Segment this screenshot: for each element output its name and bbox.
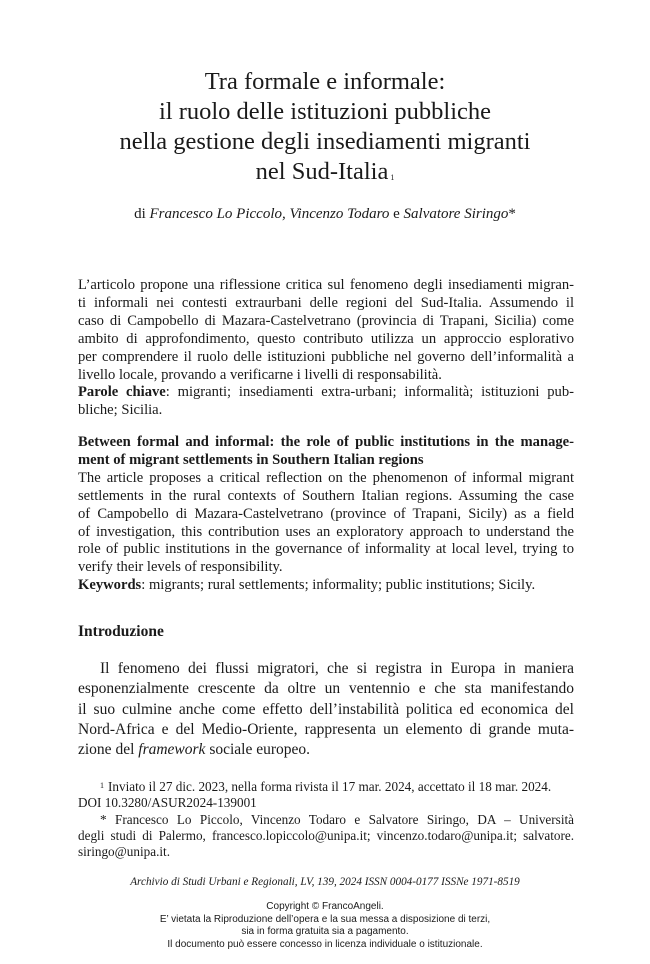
copyright-notice bbox=[0, 901, 650, 952]
abstract-line: per comprendere il ruolo delle istituzioni pubbliche nel governo dell’informalità a bbox=[78, 348, 574, 365]
author-name: Francesco Lo Piccolo, bbox=[149, 206, 286, 222]
abstract-line: ambito di approfondimento, questo contributo utilizza un approccio esplorativo bbox=[78, 330, 574, 347]
english-title: Between formal and informal: the role of public institutions in the manage- bbox=[78, 434, 574, 450]
paragraph-line: esponenzialmente crescente da oltre un ventennio e che sta manifestando bbox=[78, 680, 574, 698]
author-name: Salvatore Siringo bbox=[403, 206, 509, 222]
paragraph-text: zione del bbox=[78, 741, 139, 759]
abstract-line: of investigation, this contribution uses an exploratory approach to understand the bbox=[78, 523, 574, 540]
keywords-label: Parole chiave bbox=[78, 384, 166, 401]
author-byline bbox=[80, 205, 570, 223]
title-line: il ruolo delle istituzioni pubbliche bbox=[158, 98, 492, 125]
intro-paragraph bbox=[78, 659, 574, 760]
keywords-text: : migrants; rural settlements; informality; public institutions; Sicily. bbox=[141, 577, 536, 594]
keywords-text: : migranti; insediamenti extra-urbani; informalità; istituzioni pub- bbox=[165, 384, 574, 401]
footnote-2: * Francesco Lo Piccolo, Vincenzo Todaro e Salvatore Siringo, DA – Università bbox=[100, 811, 574, 827]
italic-term: framework bbox=[138, 741, 206, 759]
abstract-line: livello locale, provando a verificarne i livelli di responsabilità. bbox=[78, 366, 442, 383]
english-title: ment of migrant settlements in Southern Italian regions bbox=[78, 451, 424, 468]
title-line: Tra formale e informale: bbox=[204, 68, 446, 95]
footnote-text: Inviato il 27 dic. 2023, nella forma rivista il 17 mar. 2024, accettato il 18 mar. 2024. bbox=[108, 779, 552, 794]
author-name: Vincenzo Todaro bbox=[289, 206, 390, 222]
abstract-line: ti informali nei contesti extraurbani delle regioni del Sud-Italia. Assumendo il bbox=[78, 294, 574, 311]
copyright-line: E’ vietata la Riproduzione dell’opera e la sua messa a disposizione di terzi, bbox=[159, 913, 491, 925]
byline-conjunction: e bbox=[393, 206, 400, 222]
paragraph-line: Il fenomeno dei flussi migratori, che si registra in Europa in maniera bbox=[100, 660, 574, 677]
author-footnote-mark: * bbox=[508, 206, 516, 222]
doi-text: DOI 10.3280/ASUR2024-139001 bbox=[78, 795, 257, 811]
paragraph-line: Nord-Africa e del Medio-Oriente, rappresenta un elemento di grande muta- bbox=[78, 720, 574, 738]
paragraph-line bbox=[78, 740, 574, 760]
copyright-line: Copyright © FrancoAngeli. bbox=[266, 901, 384, 912]
abstract-italian bbox=[78, 277, 574, 420]
footnotes bbox=[78, 779, 574, 860]
footnote-2-line: degli studi di Palermo, francesco.lopiccolo@unipa.it; vincenzo.todaro@unipa.it; salvatore. bbox=[78, 827, 574, 843]
abstract-english bbox=[78, 434, 574, 595]
abstract-line: settlements in the rural contexts of Southern Italian regions. Assuming the case bbox=[78, 487, 574, 504]
footnote-2-line: siringo@unipa.it. bbox=[78, 844, 170, 860]
keywords-label: Keywords bbox=[78, 577, 142, 594]
keywords-line bbox=[78, 384, 574, 402]
footnote-number: 1 bbox=[100, 781, 104, 790]
paragraph-line: il suo culmine anche come effetto dell’instabilità politica ed economica del bbox=[78, 700, 574, 718]
byline-prefix: di bbox=[134, 206, 146, 222]
journal-citation: Archivio di Studi Urbani e Regionali, LV, 139, 2024 ISSN 0004-0177 ISSNe 1971-8519 bbox=[130, 876, 520, 888]
abstract-line: role of public institutions in the governance of informality at local level, trying to bbox=[78, 541, 574, 558]
keywords-line bbox=[78, 577, 574, 595]
title-footnote-mark: 1 bbox=[390, 173, 395, 182]
abstract-line: of Campobello di Mazara-Castelvetrano (province of Trapani, Sicily) as a field bbox=[78, 505, 574, 522]
section-heading: Introduzione bbox=[78, 623, 164, 640]
copyright-line: Il documento può essere concesso in licenza individuale o istituzionale. bbox=[167, 939, 483, 951]
paragraph-text: sociale europeo. bbox=[205, 741, 311, 759]
article-title bbox=[80, 67, 570, 187]
abstract-line: caso di Campobello di Mazara-Castelvetrano (provincia di Trapani, Sicilia) come bbox=[78, 312, 574, 329]
title-line-text: nel Sud-Italia bbox=[255, 158, 389, 185]
keywords-line: bliche; Sicilia. bbox=[78, 402, 163, 419]
abstract-line: L’articolo propone una riflessione critica sul fenomeno degli insediamenti migran- bbox=[78, 277, 574, 293]
abstract-line: The article proposes a critical reflection on the phenomenon of informal migrant bbox=[78, 469, 574, 486]
title-line bbox=[80, 157, 570, 187]
abstract-line: verify their levels of responsibility. bbox=[78, 559, 283, 576]
footnote-1 bbox=[78, 779, 574, 795]
copyright-line: sia in forma gratuita sia a pagamento. bbox=[241, 926, 409, 938]
title-line: nella gestione degli insediamenti migranti bbox=[119, 128, 531, 155]
